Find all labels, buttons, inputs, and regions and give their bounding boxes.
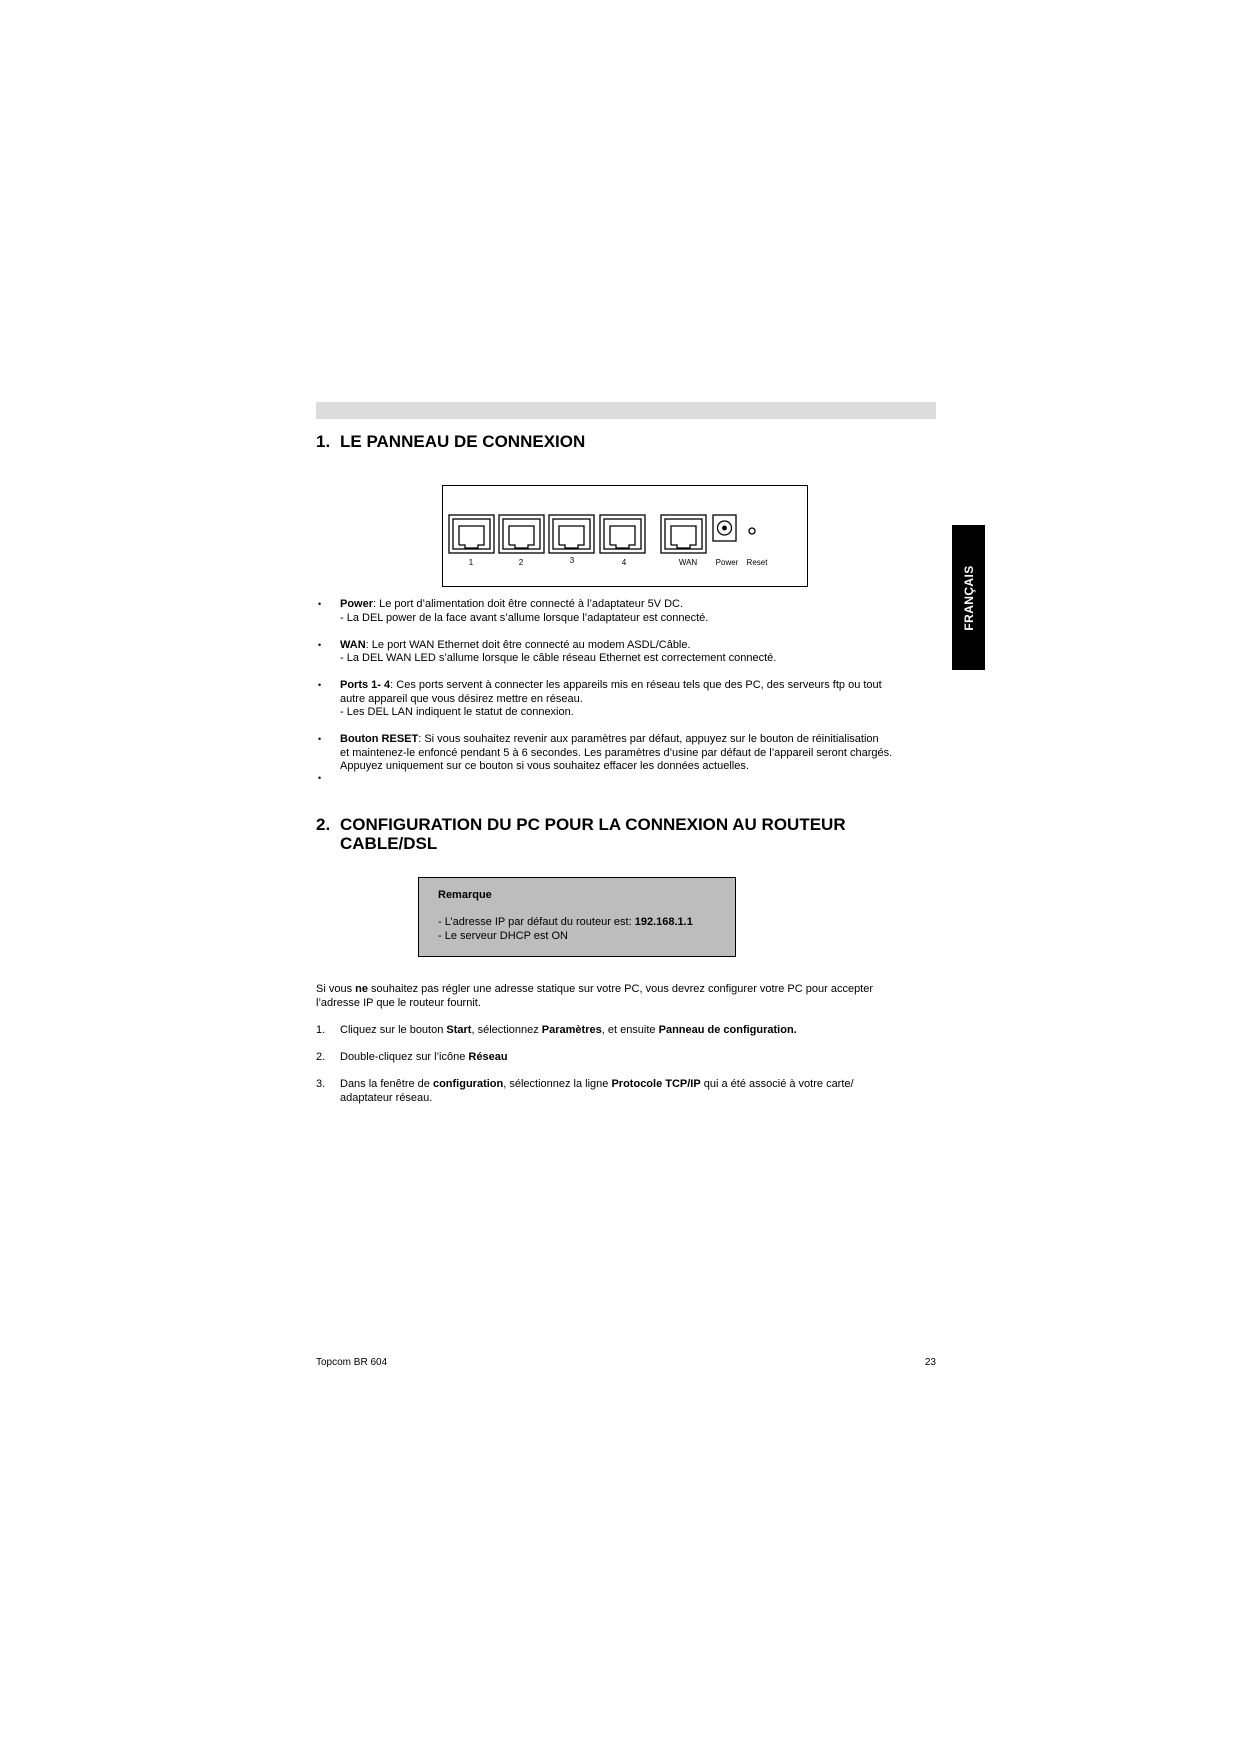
port-label-1: 1 [468, 558, 474, 567]
note-ip-text: - L’adresse IP par défaut du routeur est: [438, 916, 635, 928]
item-line: Appuyez uniquement sur ce bouton si vous souhaitez effacer les données actuelles. [340, 760, 749, 772]
reset-button-icon [749, 528, 755, 534]
step-number: 3. [316, 1078, 326, 1090]
section-1-heading [316, 432, 585, 451]
language-tab [952, 525, 985, 670]
item-line: - La DEL power de la face avant s’allume lorsque l’adaptateur est connecté. [340, 611, 709, 624]
intro-emphasis: ne [355, 983, 368, 995]
section-number: 1. [316, 432, 331, 451]
step-item: 1. Cliquez sur le bouton Start, sélectionnez Paramètres, et ensuite Panneau de configuration. [316, 1024, 797, 1036]
section-title-continued: CABLE/DSL [340, 834, 438, 853]
list-item [316, 733, 936, 774]
empty-list-item [316, 774, 936, 787]
step-item: 2. Double-cliquez sur l’icône Réseau [316, 1051, 508, 1063]
step-number: 2. [316, 1051, 326, 1063]
power-jack-icon [713, 515, 736, 541]
bullet-icon: • [318, 599, 322, 609]
list-item [316, 639, 936, 666]
list-item [316, 679, 936, 720]
section-number: 2. [316, 815, 331, 834]
intro-text: Si vous [316, 983, 356, 995]
item-line: autre appareil que vous désirez mettre en réseau. [340, 692, 583, 705]
item-term: Ports 1- 4 [340, 679, 391, 691]
item-text: : Le port WAN Ethernet doit être connecté au modem ASDL/Câble. [365, 638, 691, 651]
intro-text: souhaitez pas régler une adresse statique sur votre PC, vous devrez configurer votre PC pour accepter [367, 983, 874, 995]
language-tab-label: FRANÇAIS [961, 564, 976, 631]
note-dhcp-line: - Le serveur DHCP est ON [438, 930, 569, 942]
note-ip-line [438, 915, 693, 929]
bullet-icon: • [318, 734, 322, 744]
reset-label: Reset [746, 558, 768, 567]
port-label-4: 4 [621, 558, 627, 567]
intro-text: l’adresse IP que le routeur fournit. [316, 996, 481, 1009]
step-item: 3. Dans la fenêtre de configuration, sélectionnez la ligne Protocole TCP/IP qui a été associé à votre carte/ adaptateur réseau. [316, 1078, 854, 1104]
wan-label: WAN [678, 558, 698, 567]
bullet-icon: • [318, 639, 322, 650]
router-back-panel [442, 485, 808, 587]
note-title: Remarque [438, 889, 492, 901]
item-line: et maintenez-le enfoncé pendant 5 à 6 secondes. Les paramètres d’usine par défaut de l’appareil seront chargés. [340, 746, 893, 759]
bullet-icon: • [318, 680, 322, 690]
lan-port-1-icon [449, 515, 494, 553]
section-title: CONFIGURATION DU PC POUR LA CONNEXION AU ROUTEUR [340, 815, 846, 834]
lan-port-3-icon [549, 515, 594, 553]
intro-paragraph [316, 983, 936, 1010]
lan-port-2-icon [499, 515, 544, 553]
header-rule [316, 402, 936, 419]
ui-term: Protocole TCP/IP [611, 1078, 701, 1090]
page-number: 23 [924, 1357, 936, 1368]
port-label-3: 3 [569, 556, 575, 565]
ui-term: Start [446, 1024, 472, 1036]
wan-port-icon [661, 515, 706, 553]
item-term: WAN [340, 638, 366, 651]
port-label-2: 2 [518, 558, 524, 567]
section-title: LE PANNEAU DE CONNEXION [340, 432, 586, 451]
ui-term: Panneau de configuration. [658, 1024, 797, 1036]
item-text: : Le port d’alimentation doit être connecté à l’adaptateur 5V DC. [373, 598, 684, 610]
default-ip-address: 192.168.1.1 [634, 916, 693, 928]
item-term: Power [340, 598, 374, 610]
port-description-list [316, 598, 936, 787]
bullet-icon: • [318, 772, 322, 783]
list-item [316, 598, 936, 625]
item-line: - La DEL WAN LED s’allume lorsque le câble réseau Ethernet est correctement connecté. [340, 652, 777, 664]
ui-term: Paramètres [541, 1024, 602, 1036]
connection-panel-drawing [443, 486, 806, 585]
footer-product: Topcom BR 604 [316, 1357, 388, 1368]
step-number: 1. [316, 1024, 326, 1036]
ui-term: Réseau [468, 1051, 508, 1063]
steps-list [316, 1024, 936, 1119]
section-2-heading [316, 815, 846, 853]
item-term: Bouton RESET [340, 733, 419, 745]
item-line: - Les DEL LAN indiquent le statut de connexion. [340, 706, 574, 718]
lan-port-4-icon [600, 515, 645, 553]
item-text: : Ces ports servent à connecter les appareils mis en réseau tels que des PC, des serveurs ftp ou tout [390, 679, 882, 691]
power-label: Power [715, 558, 739, 567]
note-box [418, 877, 736, 957]
item-text: : Si vous souhaitez revenir aux paramètres par défaut, appuyez sur le bouton de réinitialisation [418, 733, 879, 745]
ui-term: configuration [432, 1078, 504, 1090]
